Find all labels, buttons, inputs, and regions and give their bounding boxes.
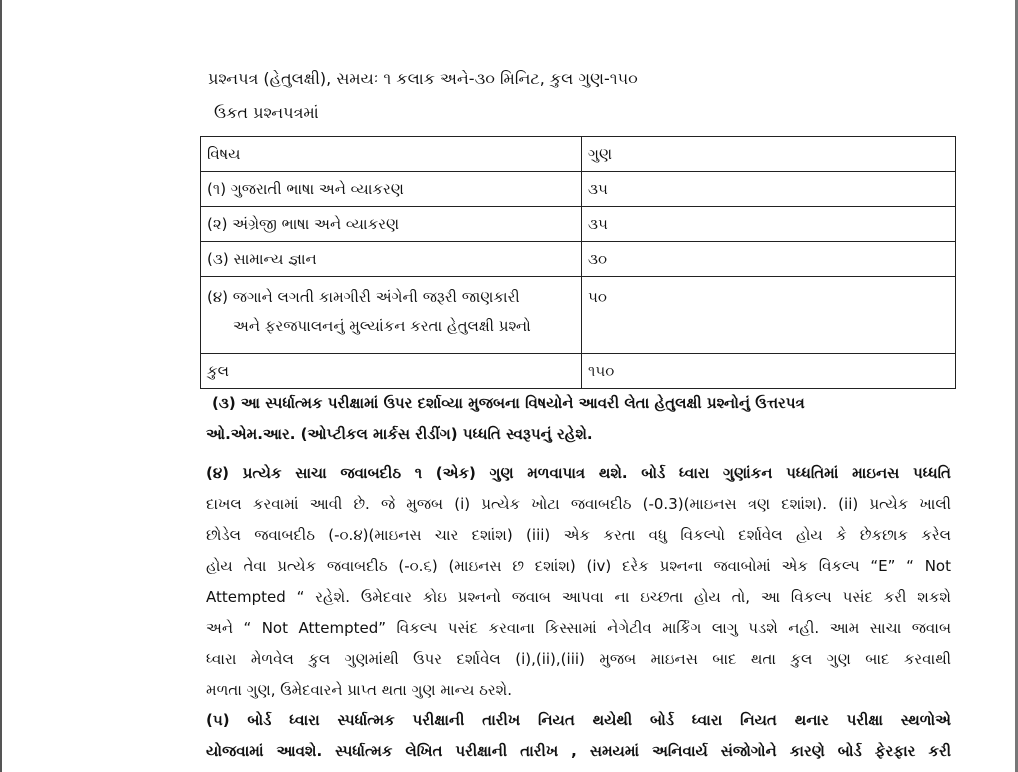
subject-line-2: અને ફરજપાલનનું મુલ્યાંકન કરતા હેતુલક્ષી પ્રશ્નો (233, 317, 531, 335)
table-row (201, 207, 956, 242)
subject-cell: (૨) અંગ્રેજી ભાષા અને વ્યાકરણ (201, 207, 582, 242)
paragraph-line: (૪) પ્રત્યેક સાચા જવાબદીઠ ૧ (એક) ગુણ મળવાપાત્ર થશે. બોર્ડ ધ્વારા ગુણાંકન પધ્ધતિમાં માઇનસ પધ્ધતિ (206, 464, 951, 482)
total-label: કુલ (201, 354, 582, 389)
paragraph-line: અને “ Not Attempted” વિકલ્પ પસંદ કરવાના કિસ્સામાં નેગેટીવ માર્કિંગ લાગુ પડશે નહી. આમ સાચા જવાબ (206, 619, 951, 637)
paragraph-3 (206, 388, 951, 450)
marks-cell: ૩૫ (582, 207, 956, 242)
subject-marks-table (200, 136, 956, 389)
marks-cell: ૩૫ (582, 172, 956, 207)
header-marks: ગુણ (582, 137, 956, 172)
paragraph-line: ઓ.એમ.આર. (ઓપ્ટીકલ માર્કસ રીડીંગ) પધ્ધતિ સ્વરૂપનું રહેશે. (206, 425, 593, 443)
table-row (201, 172, 956, 207)
paragraph-line: મળતા ગુણ, ઉમેદવારને પ્રાપ્ત થતા ગુણ માન્ય ઠરશે. (206, 681, 512, 699)
paragraph-5 (206, 705, 951, 767)
header-subject: વિષય (201, 137, 582, 172)
paragraph-line: (૫) બોર્ડ ધ્વારા સ્પર્ધાત્મક પરીક્ષાની તારીખ નિયત થયેથી બોર્ડ ધ્વારા નિયત થનાર પરીક્ષા સ્થળોએ (206, 711, 951, 729)
page-left-border (0, 0, 2, 772)
paragraph-line: Attempted “ રહેશે. ઉમેદવાર કોઇ પ્રશ્નનો જવાબ આપવા ના ઇચ્છતા હોય તો, આ વિકલ્પ પસંદ કરી શકશે (206, 588, 951, 606)
subject-cell (201, 277, 582, 354)
marks-cell: ૩૦ (582, 242, 956, 277)
table-total-row (201, 354, 956, 389)
exam-heading: પ્રશ્નપત્ર (હેતુલક્ષી), સમયઃ ૧ કલાક અને-૩૦ મિનિટ, કુલ ગુણ-૧૫૦ (208, 69, 638, 88)
paragraph-line: દાખલ કરવામાં આવી છે. જે મુજબ (i) પ્રત્યેક ખોટા જવાબદીઠ (-0.3)(માઇનસ ત્રણ દશાંશ). (ii) પ્રત્યેક ખાલી (206, 495, 951, 513)
total-value: ૧૫૦ (582, 354, 956, 389)
paragraph-line: હોય તેવા પ્રત્યેક જવાબદીઠ (-૦.૬) (માઇનસ છ દશાંશ) (iv) દરેક પ્રશ્નના જવાબોમાં એક વિકલ્પ “E” “ Not (206, 557, 951, 575)
table-row (201, 277, 956, 354)
table-row (201, 242, 956, 277)
paragraph-4 (206, 458, 951, 706)
paragraph-line: છોડેલ જવાબદીઠ (-૦.૪)(માઇનસ ચાર દશાંશ) (iii) એક કરતા વધુ વિકલ્પો દર્શાવેલ હોય કે છેકછાક કરેલ (206, 526, 951, 544)
subject-line-1: (૪) જગાને લગતી કામગીરી અંગેની જરૂરી જાણકારી (207, 288, 520, 306)
paragraph-line: (૩) આ સ્પર્ધાત્મક પરીક્ષામાં ઉપર દર્શાવ્યા મુજબના વિષયોને આવરી લેતા હેતુલક્ષી પ્રશ્નોનું ઉત્તરપત્ર (212, 394, 805, 412)
table-header-row (201, 137, 956, 172)
marks-cell: ૫૦ (582, 277, 956, 354)
paragraph-line: યોજવામાં આવશે. સ્પર્ધાત્મક લેખિત પરીક્ષાની તારીખ , સમયમાં અનિવાર્ય સંજોગોને કારણે બોર્ડ ફેરફાર કરી (206, 742, 951, 760)
subject-cell: (૩) સામાન્ય જ્ઞાન (201, 242, 582, 277)
exam-subheading: ઉકત પ્રશ્નપત્રમાં (214, 103, 319, 122)
paragraph-line: ધ્વારા મેળવેલ કુલ ગુણમાંથી ઉપર દર્શાવેલ (i),(ii),(iii) મુજબ માઇનસ બાદ થતા કુલ ગુણ બાદ કરવાથી (206, 650, 951, 668)
subject-cell: (૧) ગુજરાતી ભાષા અને વ્યાકરણ (201, 172, 582, 207)
